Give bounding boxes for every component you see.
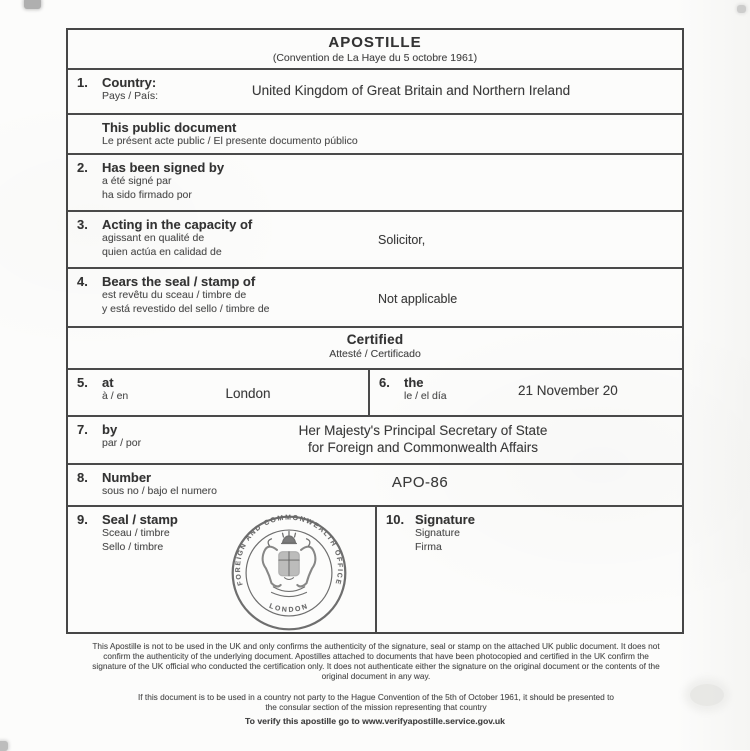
- seal-stamp-label: Seal / stamp: [102, 512, 178, 527]
- signed-by-sublabel-fr: a été signé par: [102, 175, 172, 187]
- row-number-label: 7.: [77, 422, 88, 437]
- seal-stamp-sublabel-es: Sello / timbre: [102, 540, 164, 553]
- footer-disclaimer-1: This Apostille is not to be used in the UK and only confirms the authenticity of the signature, seal or stamp on the attached UK public document. It does not confirm the authenticity of the underlying document. Apostilles attached to documents that have been photocopied and certified in the UK confirm the signature of the UK official who conducted the certification only. It does not authenticate either the signature on the original document or the contents of the original document in any way.: [92, 641, 660, 681]
- row-number-label: 1.: [77, 75, 88, 90]
- fco-seal-icon: [224, 513, 354, 633]
- certified-label: Certified: [346, 332, 404, 347]
- seal-stamp-sublabel-fr: Sceau / timbre: [102, 527, 170, 539]
- number-sublabel: sous no / bajo el numero: [102, 485, 217, 497]
- apostille-certificate-table: [66, 28, 684, 634]
- row-number-label: 8.: [77, 470, 88, 485]
- row-public-document: [68, 113, 682, 153]
- the-label: the: [404, 375, 424, 390]
- apostille-number-value: APO-86: [391, 474, 449, 491]
- row-number-label: 4.: [77, 274, 88, 289]
- bears-seal-value: Not applicable: [378, 292, 458, 306]
- public-document-sublabel: Le présent acte public / El presente documento público: [102, 135, 358, 147]
- row-number-label: 3.: [77, 217, 88, 232]
- row-number-label: 9.: [77, 512, 88, 527]
- country-label: Country:: [102, 75, 157, 90]
- scan-artifact-top-right: [737, 5, 746, 13]
- date-value: 21 November 20: [518, 383, 618, 398]
- at-label: at: [102, 375, 114, 390]
- by-value-line1: Her Majesty's Principal Secretary of State: [298, 423, 548, 438]
- row-capacity: [68, 210, 682, 267]
- coat-of-arms-icon: [263, 531, 316, 596]
- cell-at: [68, 370, 368, 415]
- row-number-label: 10.: [386, 512, 405, 527]
- the-sublabel: le / el día: [404, 390, 447, 402]
- row-certified: [68, 326, 682, 368]
- row-seal-signature: [68, 505, 682, 632]
- signature-sublabel-en: Signature: [415, 527, 460, 539]
- public-document-label: This public document: [102, 120, 237, 135]
- svg-text:LONDON: [268, 603, 310, 614]
- row-country: [68, 68, 682, 113]
- footer-disclaimer-2: If this document is to be used in a country not party to the Hague Convention of the 5th of October 1961, it should be presented to the consular section of the mission representing that country: [138, 692, 614, 712]
- signed-by-label: Has been signed by: [102, 160, 225, 175]
- row-number: [68, 463, 682, 505]
- cell-seal-stamp: [68, 507, 375, 632]
- at-sublabel: à / en: [102, 390, 129, 402]
- capacity-sublabel-fr: agissant en qualité de: [102, 232, 205, 244]
- certified-sublabel: Attesté / Certificado: [329, 348, 421, 360]
- by-value: [168, 422, 678, 456]
- header-row: [68, 30, 682, 68]
- row-by: [68, 415, 682, 463]
- row-number-label: 6.: [379, 375, 390, 390]
- by-label: by: [102, 422, 118, 437]
- scan-artifact-bottom-right: [690, 684, 724, 706]
- row-at-the: [68, 368, 682, 415]
- signed-by-sublabel-es: ha sido firmado por: [102, 188, 192, 201]
- by-value-line2: for Foreign and Commonwealth Affairs: [307, 440, 539, 455]
- row-signed-by: [68, 153, 682, 210]
- seal-bottom-text: LONDON: [268, 602, 310, 614]
- at-value: London: [225, 386, 271, 401]
- signature-label: Signature: [415, 512, 475, 527]
- number-label: Number: [102, 470, 152, 485]
- document-subtitle: (Convention de La Haye du 5 octobre 1961): [272, 52, 478, 64]
- bears-seal-sublabel-fr: est revêtu du sceau / timbre de: [102, 289, 247, 301]
- row-number-label: 5.: [77, 375, 88, 390]
- seal-ring-text: FOREIGN AND COMMONWEALTH OFFICE: [235, 514, 344, 587]
- footer-verify-text: To verify this apostille go to www.verifyapostille.service.gov.uk: [244, 716, 506, 726]
- cell-signature: [375, 507, 682, 632]
- country-sublabel: Pays / País:: [102, 90, 159, 102]
- row-bears-seal: [68, 267, 682, 326]
- row-number-label: 2.: [77, 160, 88, 175]
- scan-artifact-top-left: [24, 0, 41, 9]
- country-value: United Kingdom of Great Britain and Northern Ireland: [251, 83, 571, 98]
- capacity-sublabel-es: quien actúa en calidad de: [102, 245, 222, 258]
- by-sublabel: par / por: [102, 437, 142, 449]
- bears-seal-sublabel-es: y está revestido del sello / timbre de: [102, 302, 270, 315]
- bears-seal-label: Bears the seal / stamp of: [102, 274, 256, 289]
- cell-the: [368, 370, 682, 415]
- capacity-value: Solicitor,: [378, 233, 426, 247]
- capacity-label: Acting in the capacity of: [102, 217, 253, 232]
- signature-sublabel-es: Firma: [415, 540, 442, 553]
- document-title: APOSTILLE: [328, 34, 422, 51]
